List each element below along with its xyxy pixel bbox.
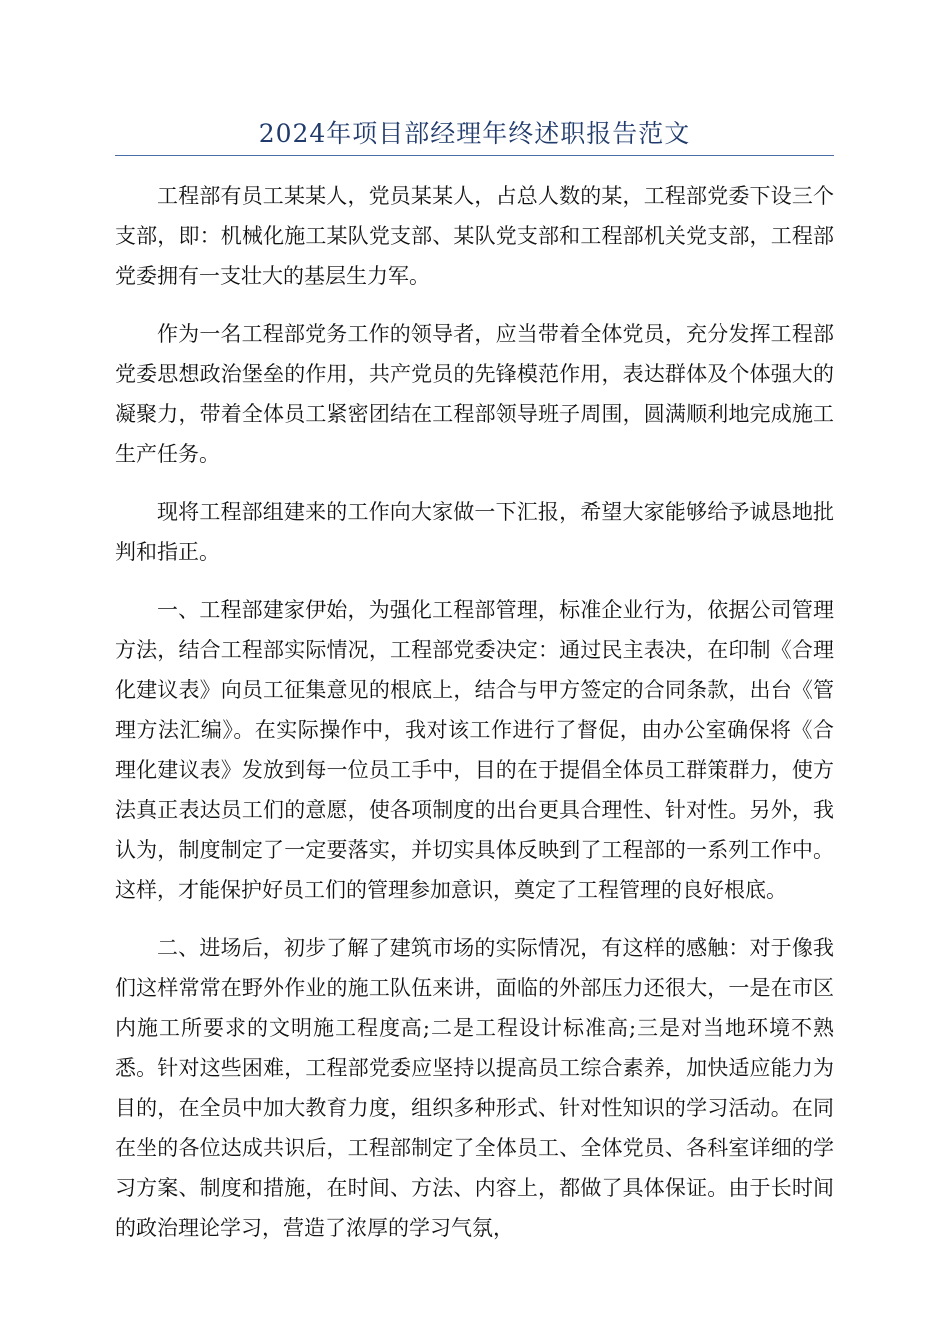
paragraph-2: 作为一名工程部党务工作的领导者，应当带着全体党员，充分发挥工程部党委思想政治堡垒的作用，共产党员的先锋模范作用，表达群体及个体强大的凝聚力，带着全体员工紧密团结在工程部领导班子周围，圆满顺利地完成施工生产任务。 <box>115 322 834 466</box>
title-underline <box>115 155 834 156</box>
document-title: 2024年项目部经理年终述职报告范文 <box>258 119 691 148</box>
paragraph-5: 二、进场后，初步了解了建筑市场的实际情况，有这样的感触：对于像我们这样常常在野外作业的施工队伍来讲，面临的外部压力还很大，一是在市区内施工所要求的文明施工程度高;二是工程设计标准高;三是对当地环境不熟悉。针对这些困难，工程部党委应坚持以提高员工综合素养，加快适应能力为目的，在全员中加大教育力度，组织多种形式、针对性知识的学习活动。在同在坐的各位达成共识后，工程部制定了全体员工、全体党员、各科室详细的学习方案、制度和措施，在时间、方法、内容上，都做了具体保证。由于长时间的政治理论学习，营造了浓厚的学习气氛， <box>115 936 834 1240</box>
paragraph-3: 现将工程部组建来的工作向大家做一下汇报，希望大家能够给予诚恳地批判和指正。 <box>115 500 834 564</box>
paragraph-1: 工程部有员工某某人，党员某某人，占总人数的某，工程部党委下设三个支部，即：机械化施工某队党支部、某队党支部和工程部机关党支部，工程部党委拥有一支壮大的基层生力军。 <box>115 184 834 288</box>
document-body <box>115 176 834 1248</box>
paragraph-4: 一、工程部建家伊始，为强化工程部管理，标准企业行为，依据公司管理方法，结合工程部实际情况，工程部党委决定：通过民主表决，在印制《合理化建议表》向员工征集意见的根底上，结合与甲方签定的合同条款，出台《管理方法汇编》。在实际操作中，我对该工作进行了督促，由办公室确保将《合理化建议表》发放到每一位员工手中，目的在于提倡全体员工群策群力，使方法真正表达员工们的意愿，使各项制度的出台更具合理性、针对性。另外，我认为，制度制定了一定要落实，并切实具体反映到了工程部的一系列工作中。这样，才能保护好员工们的管理参加意识，奠定了工程管理的良好根底。 <box>115 598 834 902</box>
